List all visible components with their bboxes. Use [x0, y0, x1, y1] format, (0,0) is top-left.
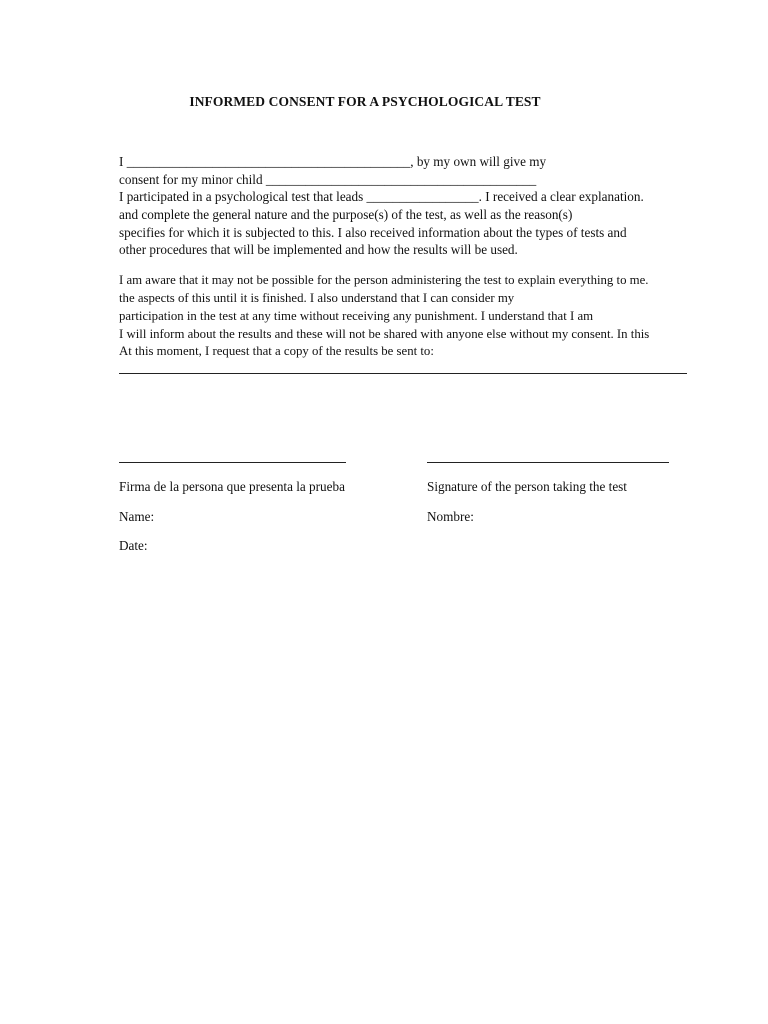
paragraph-line: other procedures that will be implemented and how the results will be used. [119, 242, 518, 257]
date-label: Date: [119, 538, 148, 553]
paragraph-line: the aspects of this until it is finished. I also understand that I can consider my [119, 291, 515, 305]
document-title: INFORMED CONSENT FOR A PSYCHOLOGICAL TEST [189, 94, 541, 109]
paragraph-line: At this moment, I request that a copy of the results be sent to: [119, 344, 434, 358]
right-signature-label: Signature of the person taking the test [427, 479, 627, 494]
right-name-label: Nombre: [427, 509, 474, 524]
left-signature-line [119, 462, 346, 463]
right-signature-line [427, 462, 669, 463]
paragraph-line: I will inform about the results and these will not be shared with anyone else without my consent. In this [119, 327, 650, 341]
paragraph-line: specifies for which it is subjected to this. I also received information about the types of tests and [119, 225, 627, 240]
left-signature-label: Firma de la persona que presenta la prueba [119, 479, 345, 494]
paragraph-line: I ___________________________________________, by my own will give my [119, 154, 547, 169]
paragraph-line: I am aware that it may not be possible for the person administering the test to explain everything to me. [119, 273, 649, 287]
results-recipient-line [119, 373, 687, 374]
paragraph-line: I participated in a psychological test that leads _________________. I received a clear explanation. [119, 189, 644, 204]
paragraph-line: consent for my minor child _________________________________________ [119, 172, 537, 187]
paragraph-line: participation in the test at any time without receiving any punishment. I understand that I am [119, 309, 594, 323]
left-name-label: Name: [119, 509, 155, 524]
paragraph-line: and complete the general nature and the purpose(s) of the test, as well as the reason(s) [119, 207, 573, 222]
